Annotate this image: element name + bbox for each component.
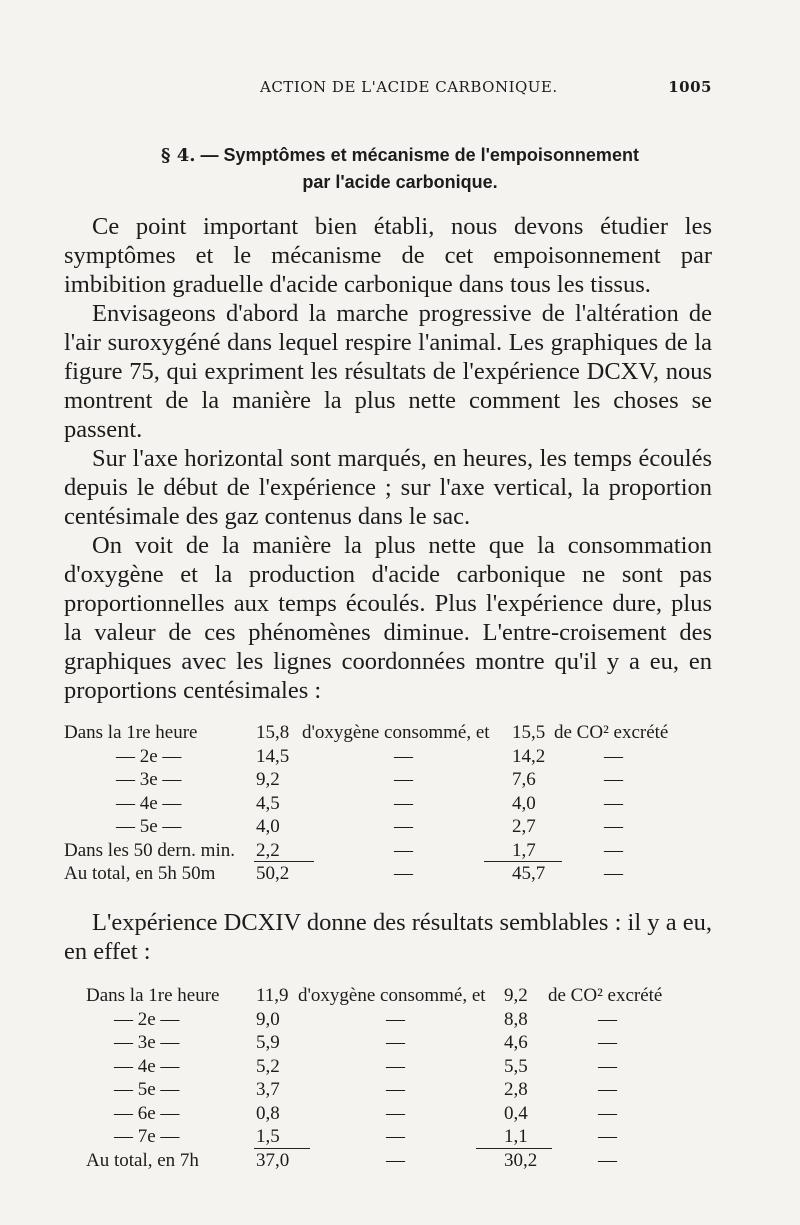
ditto-dash: — xyxy=(598,1032,617,1053)
row-label: — 4e — xyxy=(114,1055,180,1077)
section-number: § 4. xyxy=(161,145,196,166)
ditto-dash: — xyxy=(394,792,413,814)
text-block-1 xyxy=(64,212,712,705)
ditto-dash: — xyxy=(386,1008,405,1030)
table-row xyxy=(86,1056,706,1080)
co2-value: 1,1 xyxy=(504,1126,528,1147)
ditto-dash: — xyxy=(386,1079,405,1100)
running-title: ACTION DE L'ACIDE CARBONIQUE. xyxy=(260,78,558,96)
results-table-dcxiv xyxy=(86,985,706,1173)
row-label: Dans la 1re heure xyxy=(64,722,198,743)
oxygen-value: 50,2 xyxy=(256,863,290,884)
section-heading xyxy=(100,142,700,195)
row-label: Dans la 1re heure xyxy=(86,985,220,1006)
co2-unit-text: de CO² excrété xyxy=(554,722,669,743)
text-block-2 xyxy=(64,908,712,966)
oxygen-value: 9,2 xyxy=(256,769,280,790)
paragraph: Sur l'axe horizontal sont marqués, en heures, les temps écoulés depuis le début de l'expérience ; sur l'axe vertical, la proportion centésimale des gaz contenus dans le sac. xyxy=(64,445,712,530)
co2-value: 8,8 xyxy=(504,1008,528,1030)
table-row xyxy=(86,1126,706,1150)
oxygen-value: 0,8 xyxy=(256,1102,280,1124)
co2-value: 5,5 xyxy=(504,1055,528,1077)
ditto-dash: — xyxy=(386,1102,405,1124)
ditto-dash: — xyxy=(394,769,413,790)
sum-rule xyxy=(476,1148,552,1149)
ditto-dash: — xyxy=(598,1126,617,1147)
row-label: Au total, en 5h 50m xyxy=(64,863,216,884)
oxygen-value: 1,5 xyxy=(256,1126,280,1147)
co2-unit-text: de CO² excrété xyxy=(548,985,663,1006)
oxygen-value: 11,9 xyxy=(256,985,289,1006)
co2-value: 9,2 xyxy=(504,985,528,1006)
paragraph: Envisageons d'abord la marche progressive de l'altération de l'air suroxygéné dans lequel respire l'animal. Les graphiques de la figure 75, qui expriment les résultats de l'expérience DCXV, nous montrent de la manière la plus nette comment les choses se passent. xyxy=(64,300,712,443)
ditto-dash: — xyxy=(598,1149,617,1171)
table-row xyxy=(86,1150,706,1174)
oxygen-value: 4,5 xyxy=(256,792,280,814)
co2-value: 7,6 xyxy=(512,769,536,790)
row-label: — 5e — xyxy=(114,1079,180,1100)
row-label: — 4e — xyxy=(116,792,182,814)
ditto-dash: — xyxy=(598,1102,617,1124)
oxygen-value: 2,2 xyxy=(256,839,280,861)
table-row xyxy=(64,793,724,817)
section-title-part1: — Symptômes et mécanisme de l'empoisonnement xyxy=(200,145,639,165)
oxygen-value: 3,7 xyxy=(256,1079,280,1100)
co2-value: 15,5 xyxy=(512,722,546,743)
ditto-dash: — xyxy=(386,1032,405,1053)
oxygen-value: 4,0 xyxy=(256,816,280,837)
ditto-dash: — xyxy=(394,816,413,837)
oxygen-value: 9,0 xyxy=(256,1008,280,1030)
row-label: — 3e — xyxy=(116,769,182,790)
table-row xyxy=(64,746,724,770)
co2-value: 2,8 xyxy=(504,1079,528,1100)
co2-value: 30,2 xyxy=(504,1149,538,1171)
ditto-dash: — xyxy=(386,1126,405,1147)
sum-rule xyxy=(254,861,314,862)
row-label: — 5e — xyxy=(116,816,182,837)
table-row xyxy=(86,985,706,1009)
table-row xyxy=(86,1009,706,1033)
ditto-dash: — xyxy=(604,839,623,861)
co2-value: 2,7 xyxy=(512,816,536,837)
section-title-part2: par l'acide carbonique. xyxy=(302,172,498,192)
co2-value: 14,2 xyxy=(512,745,546,767)
oxygen-value: 5,2 xyxy=(256,1055,280,1077)
oxygen-unit-text: d'oxygène consommé, et xyxy=(302,722,490,743)
co2-value: 1,7 xyxy=(512,839,536,861)
row-label: Au total, en 7h xyxy=(86,1149,199,1171)
oxygen-unit-text: d'oxygène consommé, et xyxy=(298,985,486,1006)
ditto-dash: — xyxy=(604,816,623,837)
ditto-dash: — xyxy=(598,1055,617,1077)
ditto-dash: — xyxy=(604,745,623,767)
co2-value: 0,4 xyxy=(504,1102,528,1124)
row-label: — 6e — xyxy=(114,1102,180,1124)
table-row xyxy=(64,769,724,793)
row-label: — 2e — xyxy=(116,745,182,767)
ditto-dash: — xyxy=(394,745,413,767)
running-header xyxy=(260,78,712,96)
table-row xyxy=(86,1079,706,1103)
ditto-dash: — xyxy=(386,1055,405,1077)
oxygen-value: 37,0 xyxy=(256,1149,290,1171)
ditto-dash: — xyxy=(386,1149,405,1171)
row-label: — 2e — xyxy=(114,1008,180,1030)
oxygen-value: 15,8 xyxy=(256,722,290,743)
row-label: — 7e — xyxy=(114,1126,180,1147)
section-heading-line1 xyxy=(100,142,700,169)
sum-rule xyxy=(254,1148,310,1149)
table-row xyxy=(86,1103,706,1127)
paragraph: Ce point important bien établi, nous devons étudier les symptômes et le mécanisme de cet empoisonnement par imbibition graduelle d'acide carbonique dans tous les tissus. xyxy=(64,213,712,298)
ditto-dash: — xyxy=(598,1008,617,1030)
row-label: Dans les 50 dern. min. xyxy=(64,839,235,861)
co2-value: 45,7 xyxy=(512,863,546,884)
paragraph: On voit de la manière la plus nette que la consommation d'oxygène et la production d'acide carbonique ne sont pas proportionnelles aux temps écoulés. Plus l'expérience dure, plus la valeur de ces phénomènes diminue. L'entre-croisement des graphiques avec les lignes coordonnées montre qu'il y a eu, en proportions centésimales : xyxy=(64,532,712,704)
ditto-dash: — xyxy=(394,863,413,884)
paragraph: L'expérience DCXIV donne des résultats semblables : il y a eu, en effet : xyxy=(64,909,712,965)
table-row xyxy=(64,840,724,864)
table-row xyxy=(64,863,724,887)
sum-rule xyxy=(484,861,562,862)
oxygen-value: 5,9 xyxy=(256,1032,280,1053)
table-row xyxy=(64,816,724,840)
oxygen-value: 14,5 xyxy=(256,745,290,767)
ditto-dash: — xyxy=(394,839,413,861)
ditto-dash: — xyxy=(598,1079,617,1100)
table-row xyxy=(64,722,724,746)
co2-value: 4,0 xyxy=(512,792,536,814)
co2-value: 4,6 xyxy=(504,1032,528,1053)
ditto-dash: — xyxy=(604,769,623,790)
page-number: 1005 xyxy=(668,78,712,96)
ditto-dash: — xyxy=(604,863,623,884)
ditto-dash: — xyxy=(604,792,623,814)
row-label: — 3e — xyxy=(114,1032,180,1053)
results-table-dcxv xyxy=(64,722,724,887)
table-row xyxy=(86,1032,706,1056)
